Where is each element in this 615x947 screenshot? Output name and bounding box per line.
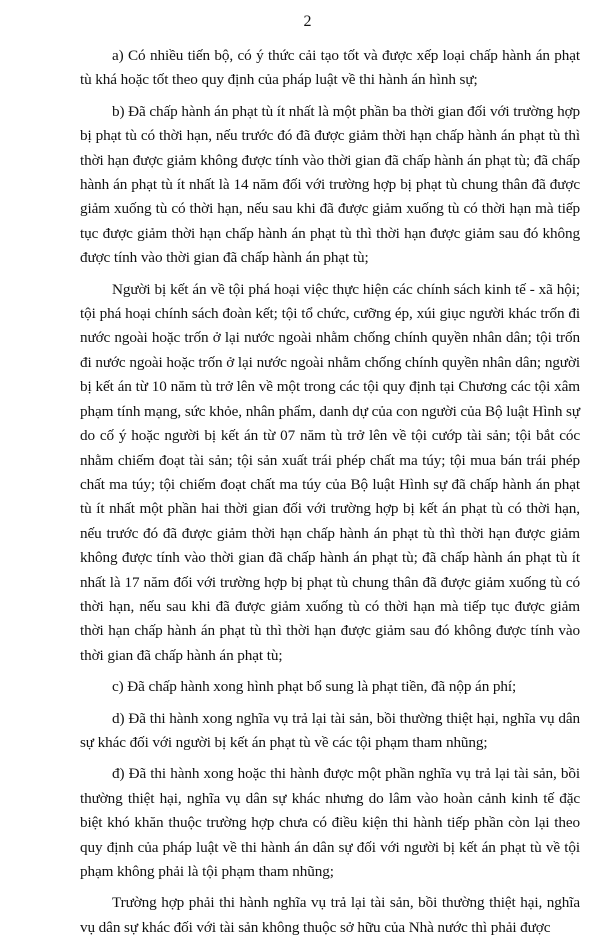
paragraph-d: d) Đã thi hành xong nghĩa vụ trả lại tài sản, bồi thường thiệt hại, nghĩa vụ dân sự khác đối với người bị kết án phạt tù về các tội phạm tham nhũng; — [80, 709, 580, 751]
paragraph-b: b) Đã chấp hành án phạt tù ít nhất là một phần ba thời gian đối với trường hợp bị phạt tù có thời hạn, nếu trước đó đã được giảm thời hạn chấp hành án phạt tù thì thời hạn được giảm không được tính vào thời gian đã chấp hành án phạt tù; đã chấp hành án phạt tù ít nhất là 14 năm đối với trường hợp bị phạt tù chung thân đã được giảm xuống tù có thời hạn, nếu sau khi đã được giảm xuống tù có thời hạn mà tiếp tục được giảm thời hạn chấp hành án phạt tù thì thời hạn được giảm sau đó không được tính vào thời gian đã chấp hành án phạt tù; — [80, 102, 580, 267]
paragraph-non-state-property: Trường hợp phải thi hành nghĩa vụ trả lại tài sản, bồi thường thiệt hại, nghĩa vụ dân sự khác đối với tài sản không thuộc sở hữu của Nhà nước thì phải được — [80, 894, 580, 936]
paragraph-c: c) Đã chấp hành xong hình phạt bổ sung là phạt tiền, đã nộp án phí; — [112, 678, 517, 696]
page-number: 2 — [303, 13, 312, 30]
paragraph-dd: đ) Đã thi hành xong hoặc thi hành được một phần nghĩa vụ trả lại tài sản, bồi thường thiệt hại, nghĩa vụ dân sự khác nhưng do lâm vào hoàn cảnh kinh tế đặc biệt khó khăn thuộc trường hợp chưa có điều kiện thi hành tiếp phần còn lại theo quy định của pháp luật về thi hành án dân sự đối với người bị kết án phạt tù về tội phạm không phải là tội phạm tham nhũng; — [80, 765, 580, 880]
paragraph-a: a) Có nhiều tiến bộ, có ý thức cải tạo tốt và được xếp loại chấp hành án phạt tù khá hoặc tốt theo quy định của pháp luật về thi hành án hình sự; — [80, 47, 580, 89]
paragraph-special-offenders: Người bị kết án về tội phá hoại việc thực hiện các chính sách kinh tế - xã hội; tội phá hoại chính sách đoàn kết; tội tổ chức, cưỡng ép, xúi giục người khác trốn đi nước ngoài hoặc trốn ở lại nước ngoài nhằm chống chính quyền nhân dân; tội trốn đi nước ngoài hoặc trốn ở lại nước ngoài nhằm chống chính quyền nhân dân; người bị kết án từ 10 năm tù trở lên về một trong các tội quy định tại Chương các tội xâm phạm tính mạng, sức khỏe, nhân phẩm, danh dự của con người của Bộ luật Hình sự do cố ý hoặc người bị kết án từ 07 năm tù trở lên về tội cướp tài sản; tội bắt cóc nhằm chiếm đoạt tài sản; tội sản xuất trái phép chất ma túy; tội mua bán trái phép chất ma túy; tội chiếm đoạt chất ma túy của Bộ luật Hình sự đã chấp hành án phạt tù ít nhất một phần hai thời gian đối với trường hợp bị kết án phạt tù có thời hạn, nếu trước đó đã được giảm thời hạn chấp hành án phạt tù thì thời hạn được giảm không được tính vào thời gian đã chấp hành án phạt tù; đã chấp hành án phạt tù ít nhất là 17 năm đối với trường hợp bị phạt tù chung thân đã được giảm xuống tù có thời hạn, nếu sau khi đã được giảm xuống tù có thời hạn mà tiếp tục được giảm thời hạn chấp hành án phạt tù thì thời hạn được giảm sau đó không được tính vào thời gian đã chấp hành án phạt tù; — [80, 280, 580, 664]
document-body — [80, 44, 580, 947]
